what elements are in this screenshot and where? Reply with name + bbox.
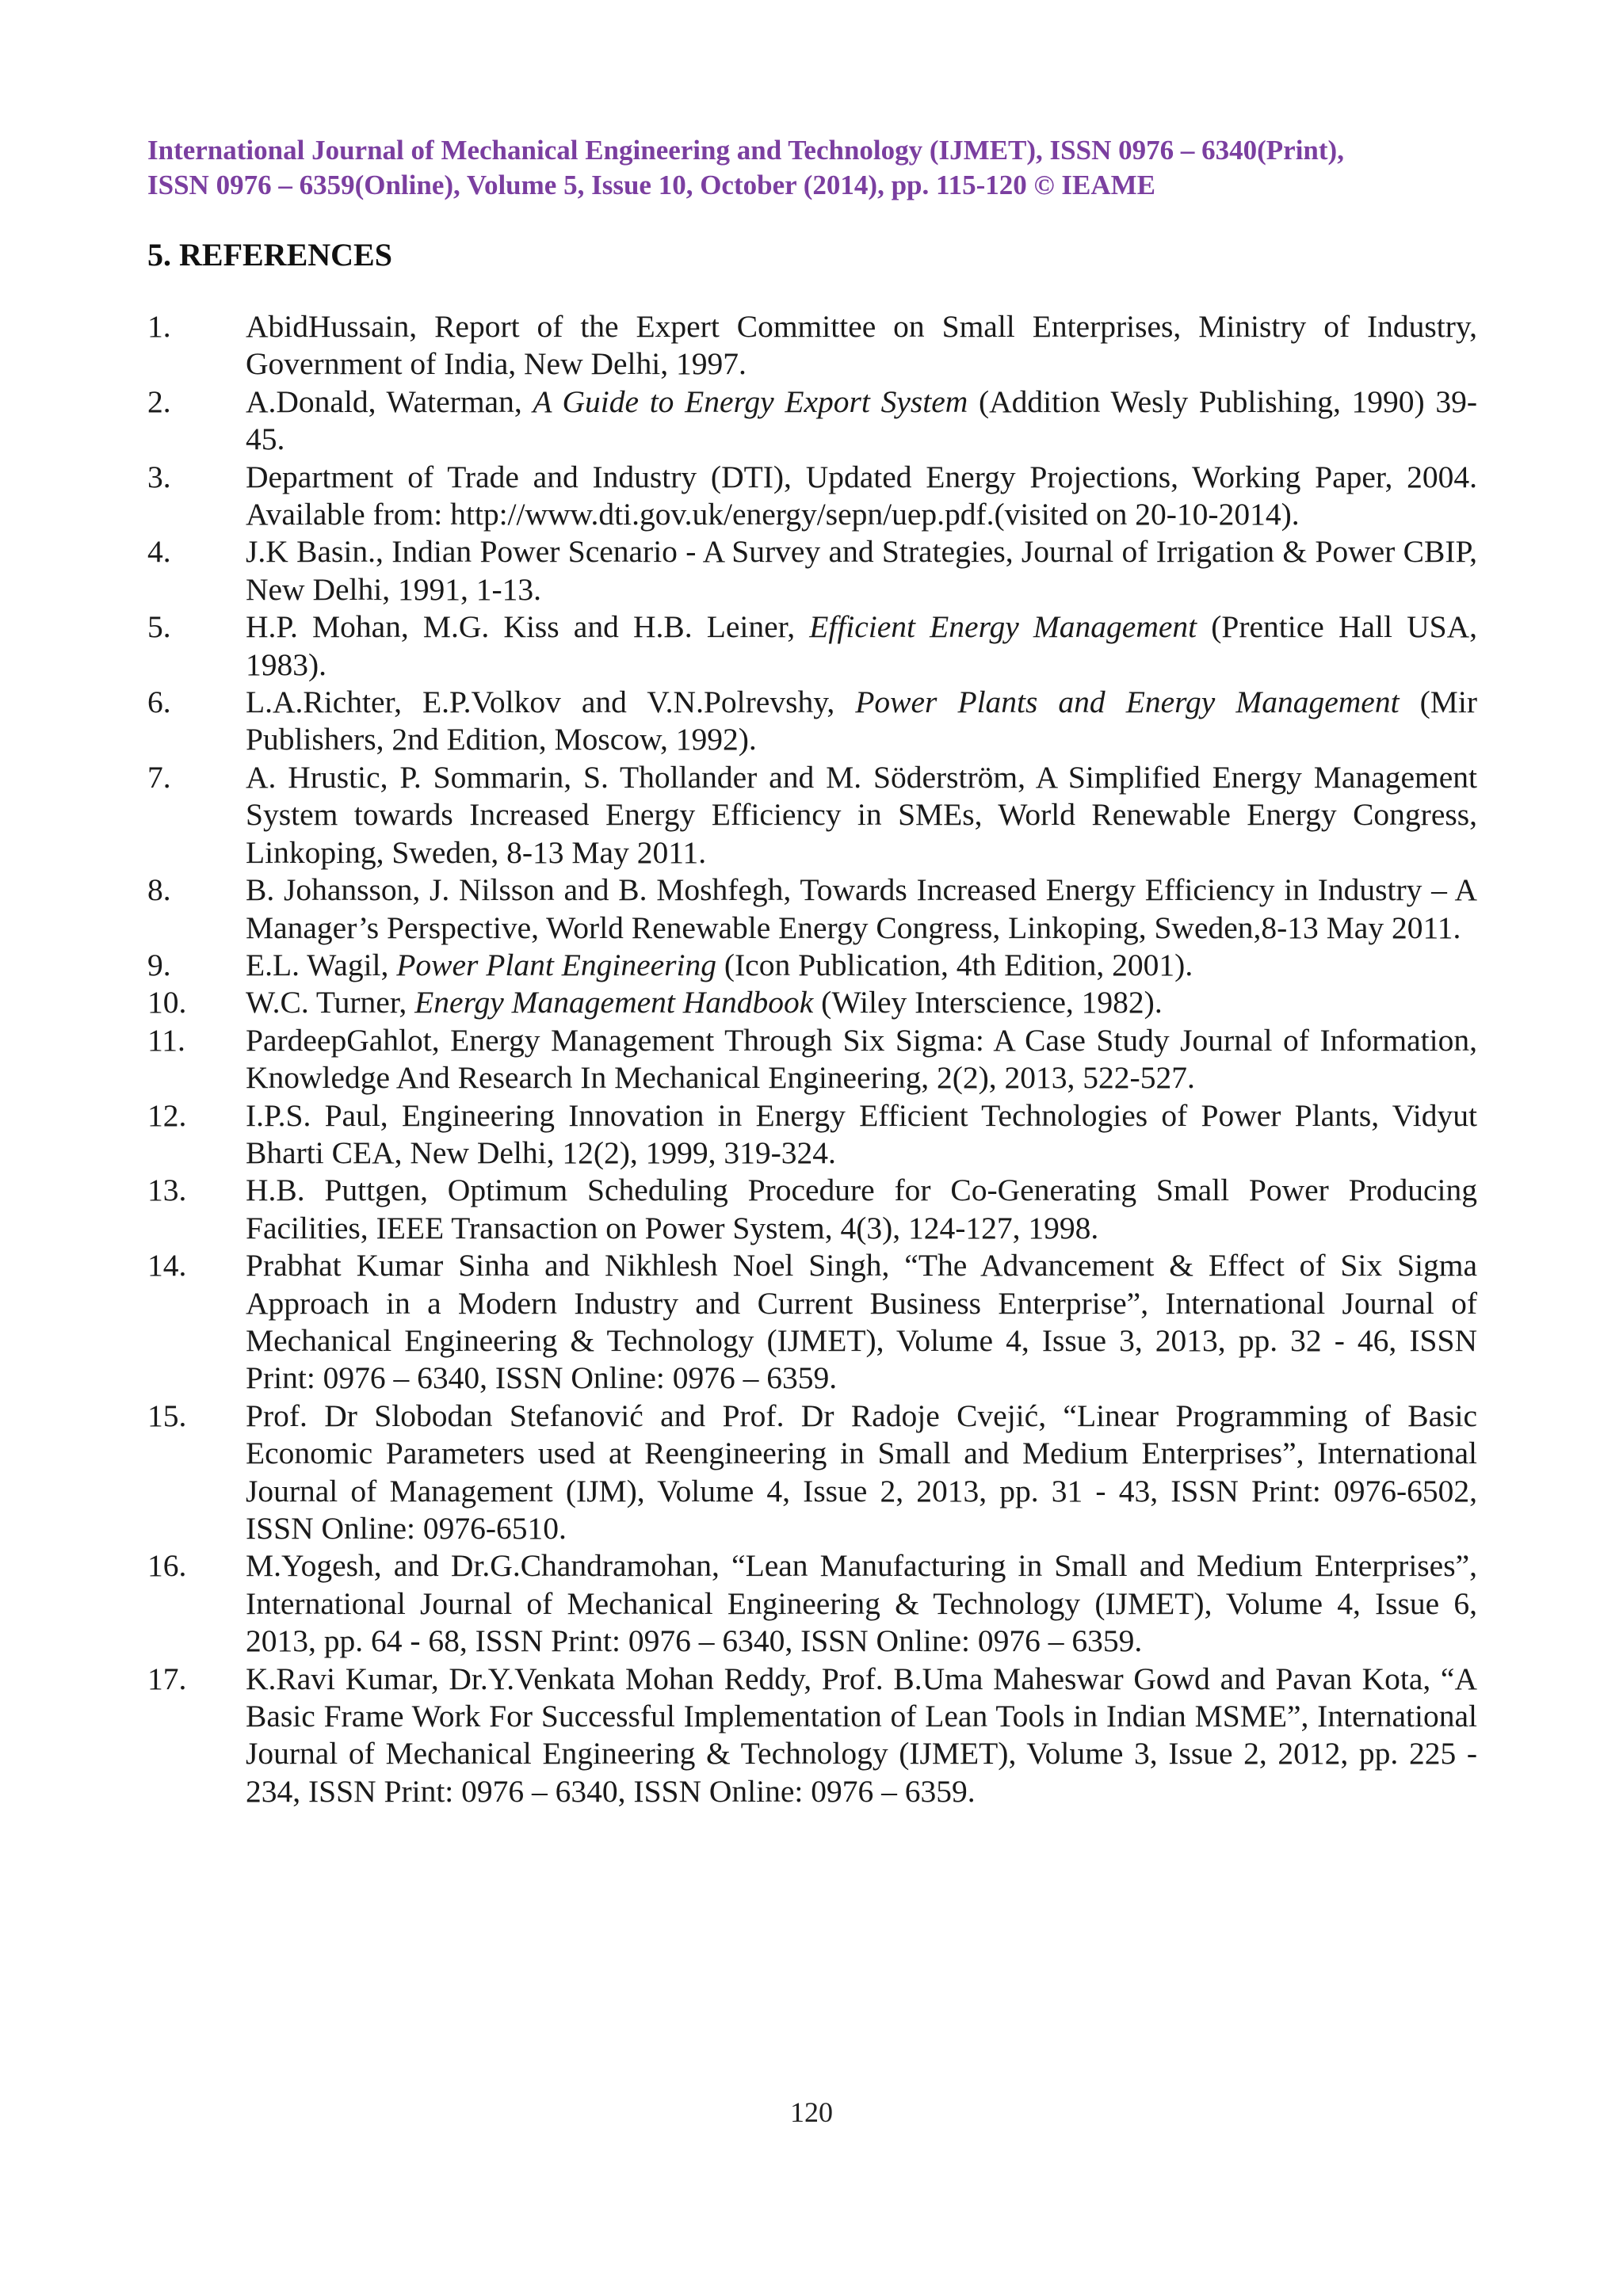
reference-title-italic: A Guide to Energy Export System xyxy=(533,383,968,419)
reference-number: 10. xyxy=(147,985,187,1020)
reference-item xyxy=(147,1661,1477,1811)
journal-header-line-1: International Journal of Mechanical Engineering and Technology (IJMET), ISSN 0976 – 6340(Print), xyxy=(147,135,1344,166)
reference-item xyxy=(147,459,1477,534)
reference-text: H.P. Mohan, M.G. Kiss and H.B. Leiner, Efficient Energy Management (Prentice Hall USA, 1983). xyxy=(246,609,1477,682)
reference-item xyxy=(147,308,1477,383)
reference-text: Department of Trade and Industry (DTI), Updated Energy Projections, Working Paper, 2004. Available from: http://www.dti.gov.uk/energy/sepn/uep.pdf.(visited on 20-10-2014). xyxy=(246,459,1477,532)
reference-text: J.K Basin., Indian Power Scenario - A Survey and Strategies, Journal of Irrigation & Power CBIP, New Delhi, 1991, 1-13. xyxy=(246,534,1477,607)
reference-number: 16. xyxy=(147,1548,187,1584)
reference-text: W.C. Turner, Energy Management Handbook (Wiley Interscience, 1982). xyxy=(246,985,1163,1020)
reference-item xyxy=(147,759,1477,871)
reference-number: 4. xyxy=(147,534,171,570)
reference-number: 9. xyxy=(147,947,171,982)
reference-item xyxy=(147,1097,1477,1173)
reference-title-italic: Efficient Energy Management xyxy=(809,609,1197,645)
reference-number: 15. xyxy=(147,1398,187,1433)
page-number: 120 xyxy=(790,2096,833,2128)
reference-item xyxy=(147,1398,1477,1548)
reference-text: H.B. Puttgen, Optimum Scheduling Procedure for Co-Generating Small Power Producing Facilities, IEEE Transaction on Power System, 4(3), 124-127, 1998. xyxy=(246,1173,1477,1245)
reference-number: 8. xyxy=(147,872,171,908)
reference-item xyxy=(147,608,1477,684)
reference-text: Prof. Dr Slobodan Stefanović and Prof. Dr Radoje Cvejić, “Linear Programming of Basic Economic Parameters used at Reengineering in Small and Medium Enterprises”, International Journal of Management (IJM), Volume 4, Issue 2, 2013, pp. 31 - 43, ISSN Print: 0976-6502, ISSN Online: 0976-6510. xyxy=(246,1398,1477,1546)
reference-text: AbidHussain, Report of the Expert Committee on Small Enterprises, Ministry of Industry, Government of India, New Delhi, 1997. xyxy=(246,309,1477,382)
reference-item xyxy=(147,871,1477,947)
reference-item xyxy=(147,947,1477,984)
reference-title-italic: Power Plant Engineering xyxy=(396,947,716,982)
reference-item xyxy=(147,1022,1477,1097)
reference-text: K.Ravi Kumar, Dr.Y.Venkata Mohan Reddy, Prof. B.Uma Maheswar Gowd and Pavan Kota, “A Basic Frame Work For Successful Implementation of Lean Tools in Indian MSME”, International Journal of Mechanical Engineering & Technology (IJMET), Volume 3, Issue 2, 2012, pp. 225 - 234, ISSN Print: 0976 – 6340, ISSN Online: 0976 – 6359. xyxy=(246,1661,1477,1809)
reference-number: 5. xyxy=(147,609,171,645)
reference-number: 17. xyxy=(147,1661,187,1696)
reference-list xyxy=(147,308,1477,1810)
reference-number: 14. xyxy=(147,1248,187,1283)
reference-title-italic: Power Plants and Energy Management xyxy=(855,685,1400,720)
section-heading: 5. REFERENCES xyxy=(147,237,392,273)
reference-text: A.Donald, Waterman, A Guide to Energy Export System (Addition Wesly Publishing, 1990) 39-45. xyxy=(246,383,1477,457)
reference-number: 1. xyxy=(147,309,171,344)
reference-item xyxy=(147,684,1477,759)
reference-number: 2. xyxy=(147,383,171,419)
reference-text: PardeepGahlot, Energy Management Through Six Sigma: A Case Study Journal of Information, Knowledge And Research In Mechanical Engineering, 2(2), 2013, 522-527. xyxy=(246,1022,1477,1096)
journal-header-line-2: ISSN 0976 – 6359(Online), Volume 5, Issue 10, October (2014), pp. 115-120 © IEAME xyxy=(147,170,1155,200)
reference-item xyxy=(147,533,1477,608)
reference-number: 3. xyxy=(147,459,171,494)
reference-text: I.P.S. Paul, Engineering Innovation in Energy Efficient Technologies of Power Plants, Vidyut Bharti CEA, New Delhi, 12(2), 1999, 319-324. xyxy=(246,1097,1477,1170)
reference-item xyxy=(147,1247,1477,1398)
reference-number: 12. xyxy=(147,1097,187,1133)
reference-item xyxy=(147,984,1477,1021)
reference-item xyxy=(147,1172,1477,1247)
reference-item xyxy=(147,1547,1477,1660)
journal-running-header xyxy=(147,133,1479,203)
reference-text: L.A.Richter, E.P.Volkov and V.N.Polrevshy, Power Plants and Energy Management (Mir Publishers, 2nd Edition, Moscow, 1992). xyxy=(246,685,1477,757)
reference-number: 11. xyxy=(147,1022,185,1058)
reference-text: B. Johansson, J. Nilsson and B. Moshfegh, Towards Increased Energy Efficiency in Industry – A Manager’s Perspective, World Renewable Energy Congress, Linkoping, Sweden,8-13 May 2011. xyxy=(246,872,1477,945)
reference-text: Prabhat Kumar Sinha and Nikhlesh Noel Singh, “The Advancement & Effect of Six Sigma Approach in a Modern Industry and Current Business Enterprise”, International Journal of Mechanical Engineering & Technology (IJMET), Volume 4, Issue 3, 2013, pp. 32 - 46, ISSN Print: 0976 – 6340, ISSN Online: 0976 – 6359. xyxy=(246,1248,1477,1396)
reference-text: M.Yogesh, and Dr.G.Chandramohan, “Lean Manufacturing in Small and Medium Enterprises”, International Journal of Mechanical Engineering & Technology (IJMET), Volume 4, Issue 6, 2013, pp. 64 - 68, ISSN Print: 0976 – 6340, ISSN Online: 0976 – 6359. xyxy=(246,1548,1477,1659)
reference-number: 6. xyxy=(147,685,171,720)
reference-title-italic: Energy Management Handbook xyxy=(414,985,814,1020)
reference-text: A. Hrustic, P. Sommarin, S. Thollander and M. Söderström, A Simplified Energy Management System towards Increased Energy Efficiency in SMEs, World Renewable Energy Congress, Linkoping, Sweden, 8-13 May 2011. xyxy=(246,759,1477,870)
reference-number: 7. xyxy=(147,759,171,795)
reference-number: 13. xyxy=(147,1173,187,1208)
reference-item xyxy=(147,383,1477,459)
reference-text: E.L. Wagil, Power Plant Engineering (Icon Publication, 4th Edition, 2001). xyxy=(246,947,1193,982)
